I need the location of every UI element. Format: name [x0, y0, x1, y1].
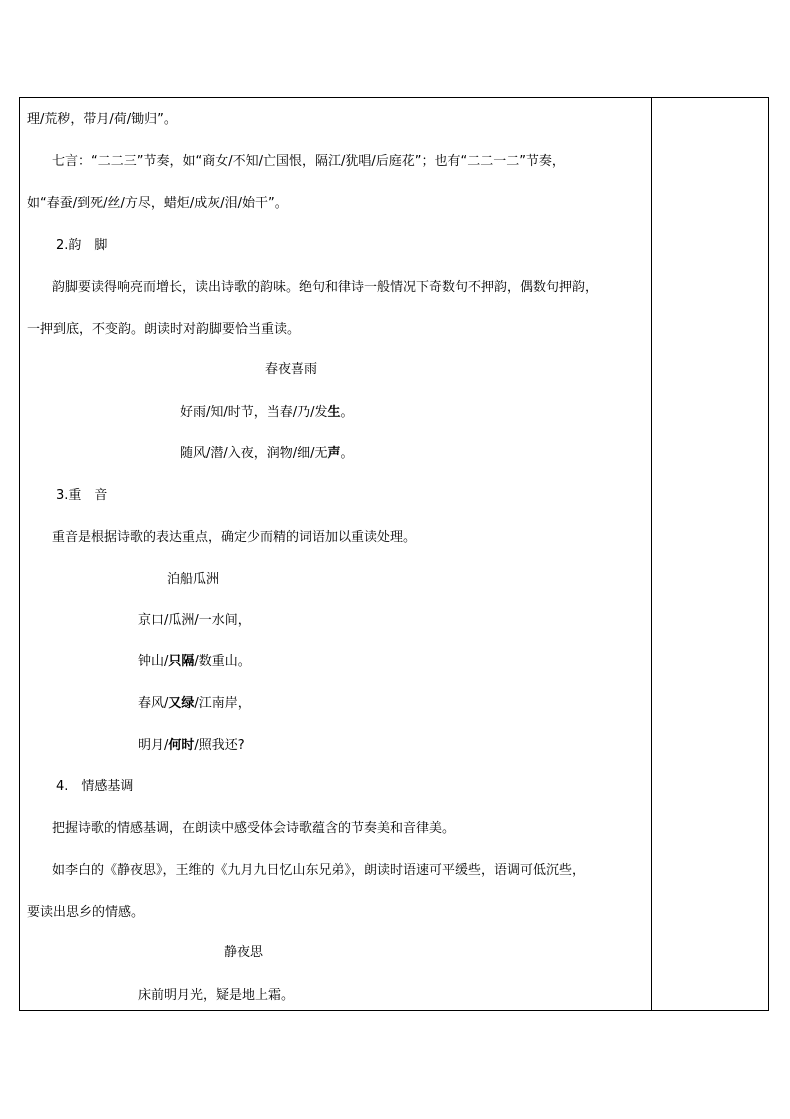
poem-line [180, 446, 354, 462]
poem-text: 随风/潜/入夜，润物/细/无 [180, 446, 328, 461]
rhyme-paragraph-2: 一押到底，不变韵。朗读时对韵脚要恰当重读。 [27, 322, 301, 337]
column-divider [651, 97, 652, 1011]
stress-heading: 3.重 音 [56, 488, 108, 503]
poem-line [180, 405, 354, 421]
poem-line [138, 738, 245, 754]
poem-text: 钟山/ [138, 654, 169, 669]
poem-line [138, 654, 251, 670]
poem-line: 京口/瓜洲/一水间， [138, 613, 251, 628]
poem-text: 。 [340, 405, 354, 420]
emotion-paragraph-1: 把握诗歌的情感基调，在朗读中感受体会诗歌蕴含的节奏美和音律美。 [52, 821, 456, 836]
rhyme-char: 声 [327, 446, 341, 461]
stressed-word: 何时 [168, 738, 195, 753]
poem-line [138, 696, 251, 712]
poem-text: 好雨/知/时节，当春/乃/发 [180, 405, 328, 420]
poem-title-mooring-at-guazhou: 泊船瓜洲 [167, 572, 220, 587]
rhythm-line-3: 如“春蚕/到死/丝/方尽，蜡炬/成灰/泪/始干”。 [27, 196, 288, 211]
poem-text: 明月/ [138, 738, 169, 753]
rhyme-char: 生 [327, 405, 341, 420]
poem-title-quiet-night-thought: 静夜思 [224, 945, 264, 960]
rhythm-line-2: 七言：“二二三”节奏，如“商女/不知/亡国恨，隔江/犹唱/后庭花”；也有“二二一二”节奏， [52, 154, 565, 169]
poem-line: 床前明月光，疑是地上霜。 [138, 988, 295, 1003]
emotion-paragraph-2: 如李白的《静夜思》，王维的《九月九日忆山东兄弟》，朗读时语速可平缓些，语调可低沉些， [52, 863, 586, 878]
poem-text: /数重山。 [194, 654, 251, 669]
emotion-heading: 4. 情感基调 [56, 779, 134, 794]
poem-text: /照我还? [194, 738, 245, 753]
poem-title-spring-night-rain: 春夜喜雨 [265, 362, 318, 377]
poem-text: 春风/ [138, 696, 169, 711]
poem-text: /江南岸， [194, 696, 251, 711]
stressed-word: 又绿 [168, 696, 195, 711]
emotion-paragraph-3: 要读出思乡的情感。 [27, 905, 145, 920]
rhythm-line-1: 理/荒秽，带月/荷/锄归”。 [27, 112, 177, 127]
rhyme-heading: 2.韵 脚 [56, 238, 108, 253]
stress-paragraph: 重音是根据诗歌的表达重点，确定少而精的词语加以重读处理。 [52, 530, 417, 545]
poem-text: 。 [340, 446, 354, 461]
rhyme-paragraph-1: 韵脚要读得响亮而增长，读出诗歌的韵味。绝句和律诗一般情况下奇数句不押韵，偶数句押韵， [52, 280, 599, 295]
stressed-word: 只隔 [168, 654, 195, 669]
